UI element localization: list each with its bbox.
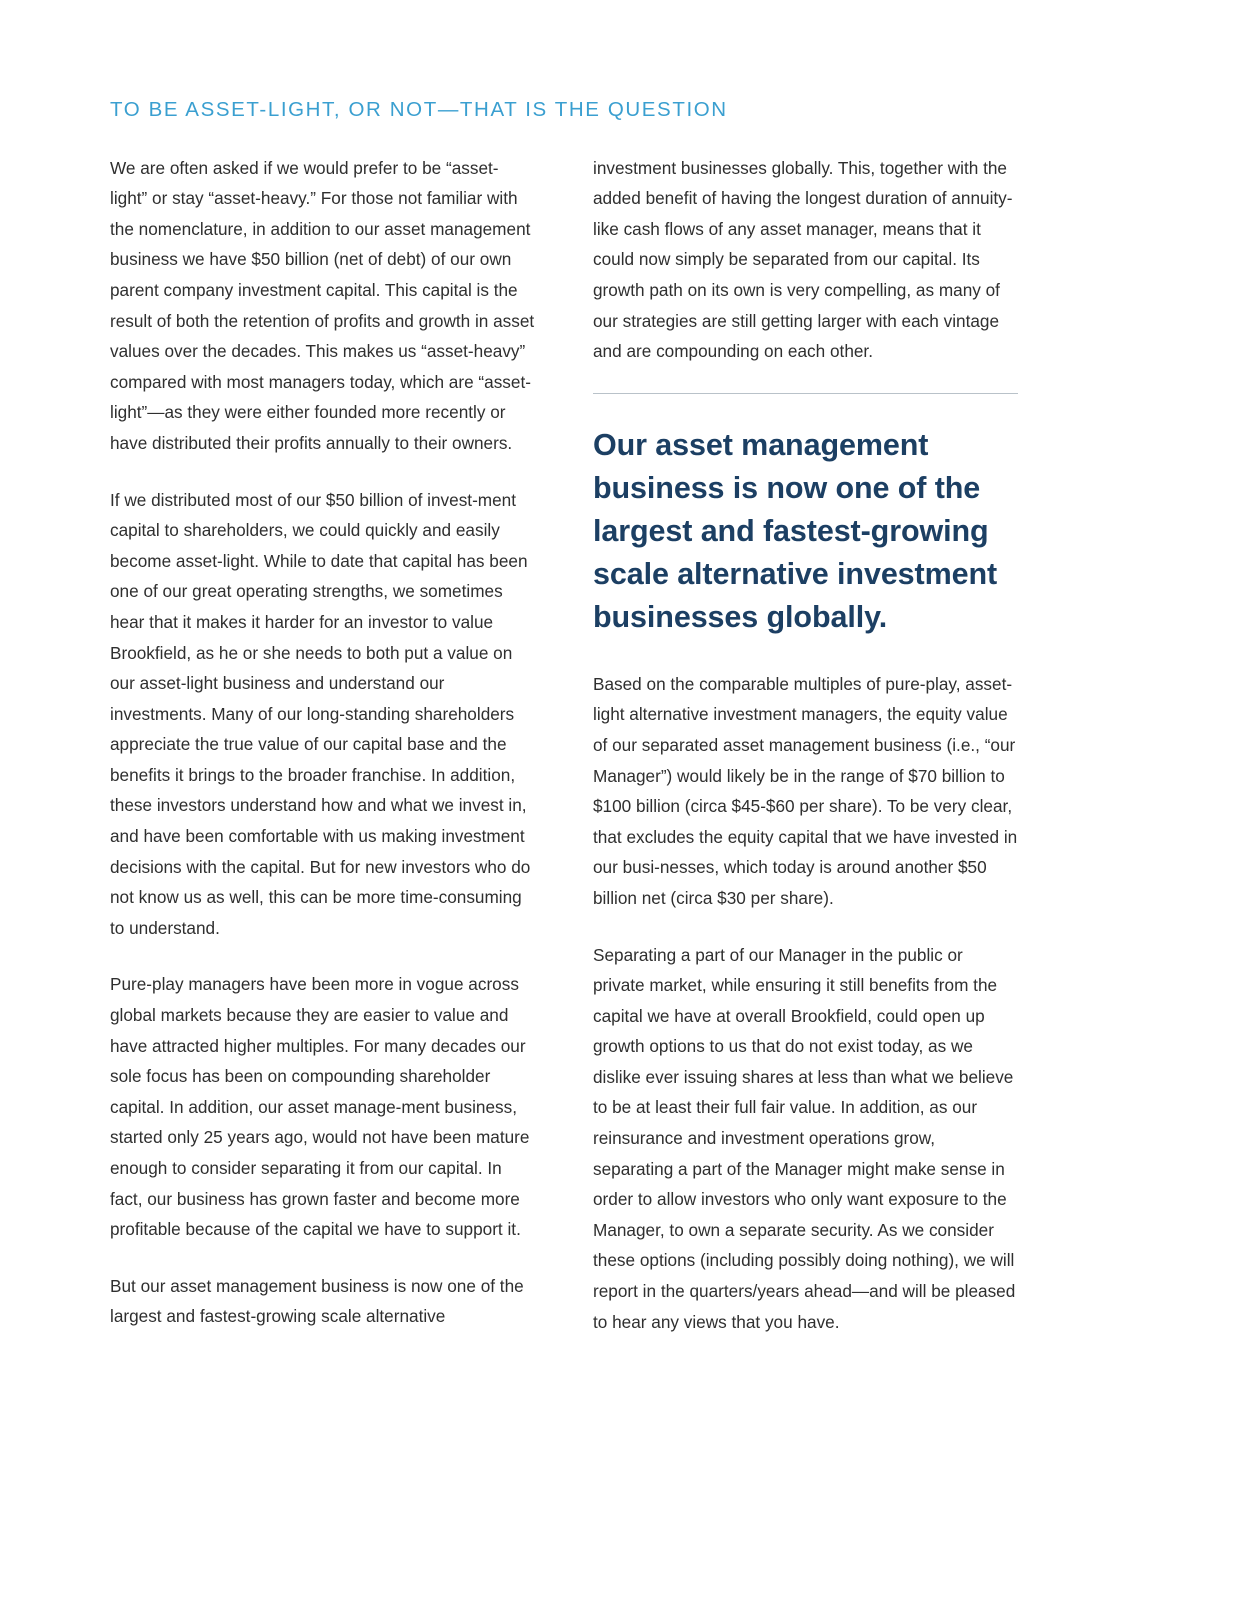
paragraph: We are often asked if we would prefer to be “asset-light” or stay “asset-heavy.” For those not familiar with the nomenclature, in addition to our asset management business we have $50 billion (net of debt) of our own parent company investment capital. This capital is the result of both the retention of profits and growth in asset values over the decades. This makes us “asset-heavy” compared with most managers today, which are “asset-light”—as they were either founded more recently or have distributed their profits annually to their owners. [110, 157, 535, 453]
divider [593, 393, 1018, 394]
document-content [110, 98, 1018, 1337]
left-column [110, 153, 535, 1332]
paragraph: Pure-play managers have been more in vogue across global markets because they are easier to value and have attracted higher multiples. For many decades our sole focus has been on compounding shareholder capital. In addition, our asset manage-ment business, started only 25 years ago, would not have been mature enough to consider separating it from our capital. In fact, our business has grown faster and become more profitable because of the capital we have to support it. [110, 974, 530, 1240]
page-title: TO BE ASSET-LIGHT, OR NOT—THAT IS THE QUESTION [110, 98, 728, 121]
paragraph: investment businesses globally. This, together with the added benefit of having the longest duration of annuity-like cash flows of any asset manager, means that it could now simply be separated from our capital. Its growth path on its own is very compelling, as many of our strategies are still getting larger with each vintage and are compounding on each other. [593, 157, 1013, 362]
right-column [593, 153, 1018, 1338]
two-column-layout [110, 153, 1018, 1338]
pull-quote: Our asset management business is now one of the largest and fastest-growing scale alternative investment businesses globally. [593, 427, 998, 634]
paragraph: Separating a part of our Manager in the public or private market, while ensuring it still benefits from the capital we have at overall Brookfield, could open up growth options to us that do not exist today, as we dislike ever issuing shares at less than what we believe to be at least their full fair value. In addition, as our reinsurance and investment operations grow, separating a part of the Manager might make sense in order to allow investors who only want exposure to the Manager, to own a separate security. As we consider these options (including possibly doing nothing), we will report in the quarters/years ahead—and will be pleased to hear any views that you have. [593, 944, 1016, 1332]
paragraph: But our asset management business is now one of the largest and fastest-growing scale alternative [110, 1275, 524, 1327]
paragraph: If we distributed most of our $50 billion of invest-ment capital to shareholders, we could quickly and easily become asset-light. While to date that capital has been one of our great operating strengths, we sometimes hear that it makes it harder for an investor to value Brookfield, as he or she needs to both put a value on our asset-light business and understand our investments. Many of our long-standing shareholders appreciate the true value of our capital base and the benefits it brings to the broader franchise. In addition, these investors understand how and what we invest in, and have been comfortable with us making investment decisions with the capital. But for new investors who do not know us as well, this can be more time-consuming to understand. [110, 489, 531, 938]
paragraph: Based on the comparable multiples of pure-play, asset-light alternative investment managers, the equity value of our separated asset management business (i.e., “our Manager”) would likely be in the range of $70 billion to $100 billion (circa $45-$60 per share). To be very clear, that excludes the equity capital that we have invested in our busi-nesses, which today is around another $50 billion net (circa $30 per share). [593, 673, 1018, 908]
